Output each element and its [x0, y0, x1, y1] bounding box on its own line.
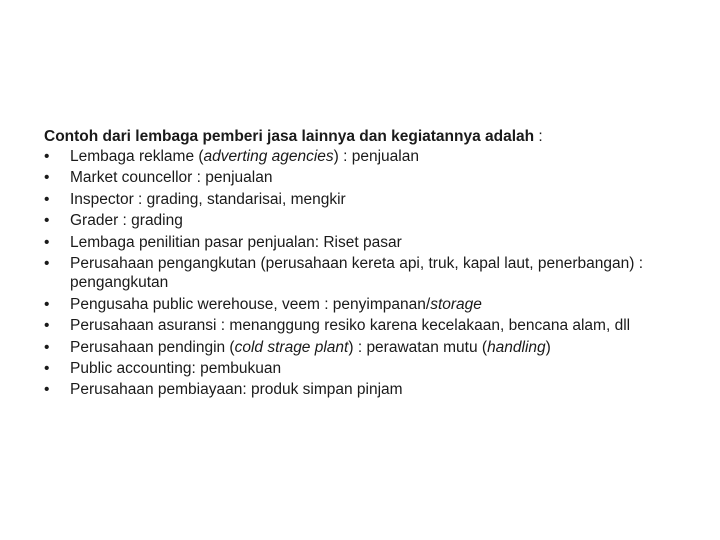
bullet-dot: •: [44, 190, 50, 208]
bullet-dot: •: [44, 338, 50, 356]
list-item: • Market councellor : penjualan: [44, 169, 273, 187]
bullet-dot: •: [44, 255, 50, 273]
slide-body: [44, 126, 684, 402]
list-item: • Public accounting: pembukuan: [44, 360, 282, 378]
list-item: • Perusahaan pembiayaan: produk simpan pinjam: [44, 381, 403, 399]
list-item: • Lembaga penilitian pasar penjualan: Riset pasar: [44, 233, 402, 251]
list-item: • Inspector : grading, standarisai, mengkir: [44, 190, 346, 208]
bullet-dot: •: [44, 381, 50, 399]
list-item: • Grader : grading: [44, 212, 183, 230]
slide-heading: [44, 126, 684, 147]
heading-bold: Contoh dari lembaga pemberi jasa lainnya dan kegiatannya adalah: [44, 128, 535, 145]
bullet-dot: •: [44, 148, 50, 165]
bullet-dot: •: [44, 212, 50, 230]
bullet-dot: •: [44, 360, 50, 378]
bullet-dot: •: [44, 295, 50, 313]
bullet-dot: •: [44, 233, 50, 251]
list-item: • Pengusaha public werehouse, veem : penyimpanan/storage: [44, 295, 482, 313]
list-item: • Lembaga reklame (adverting agencies) : penjualan: [44, 148, 419, 165]
bullet-dot: •: [44, 317, 50, 335]
list-item: • Perusahaan pengangkutan (perusahaan kereta api, truk, kapal laut, penerbangan) : pengangkutan: [44, 255, 644, 292]
heading-tail: :: [534, 128, 543, 145]
list-item: • Perusahaan pendingin (cold strage plant) : perawatan mutu (handling): [44, 338, 551, 356]
bullet-list: [44, 147, 684, 400]
list-item: • Perusahaan asuransi : menanggung resiko karena kecelakaan, bencana alam, dll: [44, 317, 631, 335]
bullet-dot: •: [44, 169, 50, 187]
